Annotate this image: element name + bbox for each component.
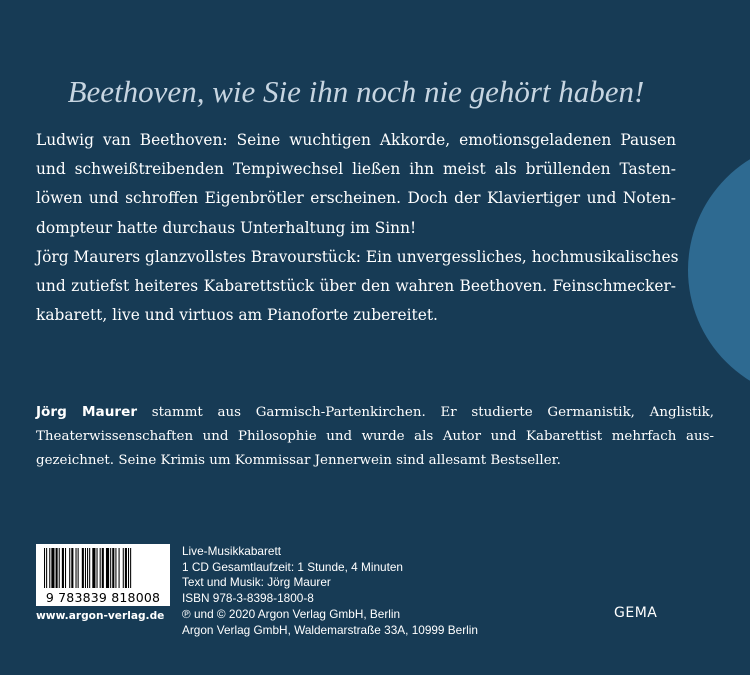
barcode-bar — [44, 548, 45, 588]
lead-line: Jörg Maurers glanzvollstes Bravourstück: Ein unvergessliches, hochmusikalisches — [36, 247, 679, 266]
info-line: Live-Musikkabarett — [182, 544, 282, 558]
barcode — [36, 544, 170, 606]
barcode-bar — [130, 548, 131, 588]
lead-line: löwen und schroffen Eigenbrötler erscheinen. Doch der Klaviertiger und Noten- — [36, 189, 676, 208]
info-line: Argon Verlag GmbH, Waldemarstraße 33A, 10999 Berlin — [182, 622, 478, 637]
lead-line: und schweißtreibenden Tempiwechsel ließen ihn meist als brüllenden Tasten- — [36, 160, 676, 179]
info-line: Text und Musik: Jörg Maurer — [182, 575, 331, 590]
barcode-bar — [71, 548, 73, 588]
bio-text: stammt aus Garmisch-Partenkirchen. Er studierte Germanistik, Anglistik, — [137, 405, 714, 420]
barcode-bar — [128, 548, 129, 588]
lead-paragraph — [36, 126, 679, 330]
lead-line: Ludwig van Beethoven: Seine wuchtigen Akkorde, emotionsgeladenen Pausen — [36, 131, 676, 149]
barcode-bar — [78, 548, 79, 588]
barcode-bar — [110, 548, 111, 588]
barcode-bar — [69, 548, 70, 588]
barcode-bar — [106, 548, 109, 588]
barcode-bar — [49, 548, 50, 588]
barcode-bar — [115, 548, 116, 588]
decorative-circle — [688, 140, 750, 400]
barcode-bar — [46, 548, 47, 588]
barcode-bar — [85, 548, 86, 588]
barcode-bar — [112, 548, 114, 588]
info-line: 1 CD Gesamtlaufzeit: 1 Stunde, 4 Minuten — [182, 559, 403, 574]
info-line: ISBN 978-3-8398-1800-8 — [182, 591, 314, 606]
barcode-bar — [123, 548, 124, 588]
barcode-bar — [92, 548, 95, 588]
barcode-bar — [102, 548, 104, 588]
bio-line: gezeichnet. Seine Krimis um Kommissar Jennerwein sind allesamt Bestseller. — [36, 453, 561, 468]
lead-line: dompteur hatte durchaus Unterhaltung im Sinn! — [36, 218, 417, 237]
barcode-bar — [56, 548, 58, 588]
bio-line — [36, 400, 714, 425]
barcode-bar — [82, 548, 84, 588]
barcode-bar — [119, 548, 120, 588]
author-bio — [36, 400, 714, 473]
lead-line: und zutiefst heiteres Kabarettstück über den wahren Beethoven. Feinschmecker- — [36, 277, 676, 296]
barcode-bar — [76, 548, 77, 588]
gema-logo: GEMA — [614, 605, 658, 621]
lead-line: kabarett, live und virtuos am Pianoforte zubereitet. — [36, 306, 438, 325]
headline: Beethoven, wie Sie ihn noch nie gehört haben! — [67, 74, 645, 109]
barcode-bar — [65, 548, 66, 588]
info-line: ℗ und © 2020 Argon Verlag GmbH, Berlin — [182, 606, 401, 621]
barcode-digits: 9 783839 818008 — [45, 590, 161, 605]
barcode-bar — [87, 548, 88, 588]
barcode-bar — [89, 548, 90, 588]
author-name: Jörg Maurer — [36, 404, 138, 420]
product-info — [182, 544, 512, 638]
barcode-bar — [51, 548, 54, 588]
barcode-bar — [62, 548, 64, 588]
website-link[interactable]: www.argon-verlag.de — [36, 610, 165, 622]
bio-line: Theaterwissenschaften und Philosophie und wurde als Autor und Kabarettist mehrfach aus- — [36, 429, 714, 444]
barcode-bar — [125, 548, 127, 588]
barcode-bar — [100, 548, 101, 588]
barcode-bar — [97, 548, 98, 588]
barcode-bar — [59, 548, 60, 588]
barcode-bars — [36, 544, 170, 590]
